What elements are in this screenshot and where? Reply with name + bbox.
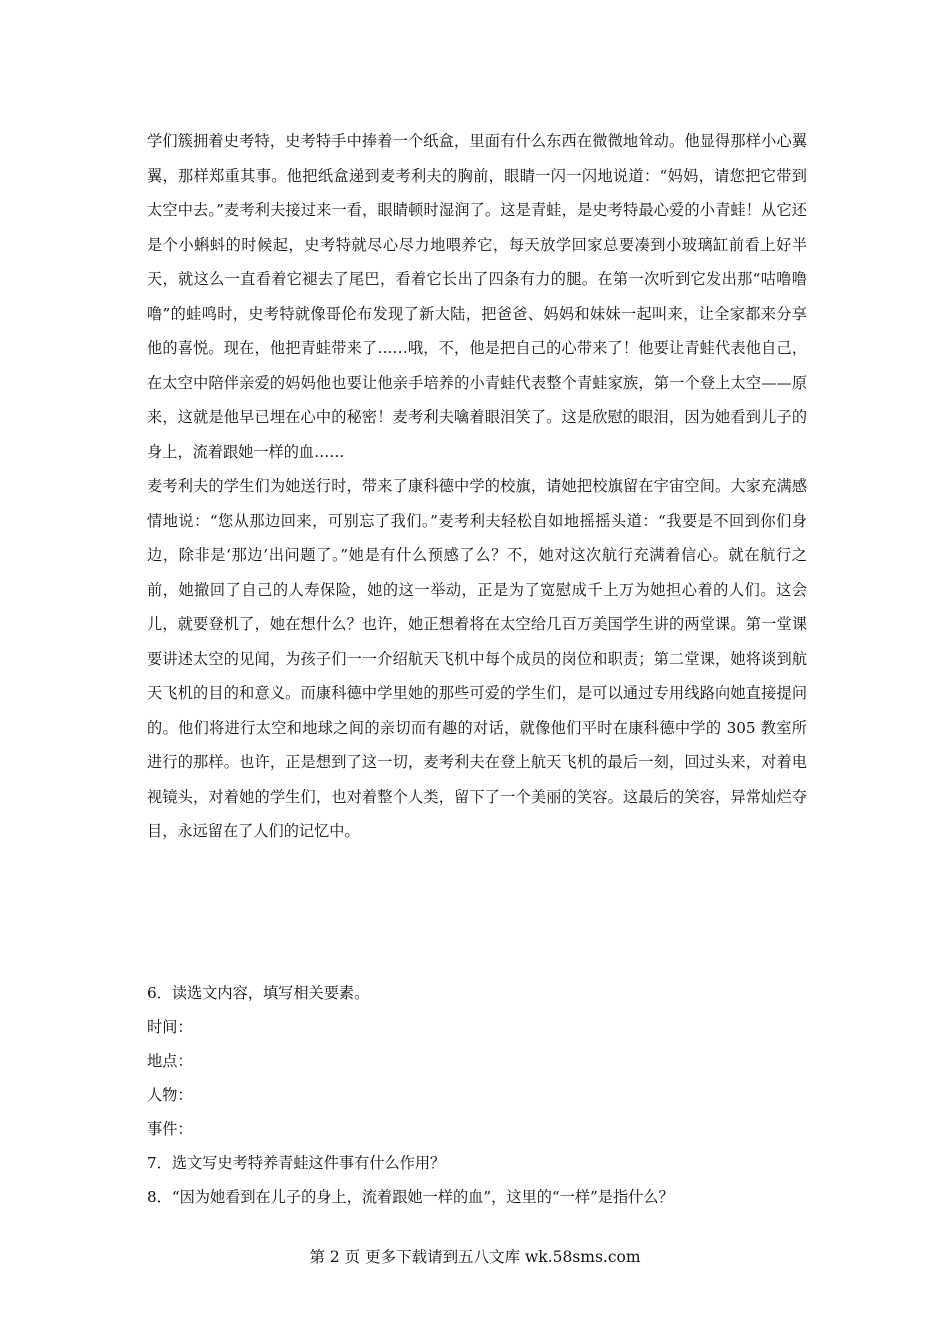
- field-time-label: 时间：: [147, 1018, 193, 1036]
- question-7: 7．选文写史考特养青蛙这件事有什么作用？: [147, 1154, 446, 1172]
- question-section: [147, 976, 807, 1214]
- field-event-label: 事件：: [147, 1120, 193, 1138]
- question-6: 6．读选文内容，填写相关要素。: [147, 984, 370, 1002]
- field-place-label: 地点：: [147, 1052, 193, 1070]
- passage-paragraph-1: 学们簇拥着史考特，史考特手中捧着一个纸盒，里面有什么东西在微微地耸动。他显得那样小心翼翼，那样郑重其事。他把纸盒递到麦考利夫的胸前，眼睛一闪一闪地说道：“妈妈，请您把它带到太空中去。”麦考利夫接过来一看，眼睛顿时湿润了。这是青蛙，是史考特最心爱的小青蛙！从它还是个小蝌蚪的时候起，史考特就尽心尽力地喂养它，每天放学回家总要凑到小玻璃缸前看上好半天，就这么一直看着它褪去了尾巴，看着它长出了四条有力的腿。在第一次听到它发出那“咕噜噜噜”的蛙鸣时，史考特就像哥伦布发现了新大陆，把爸爸、妈妈和妹妹一起叫来，让全家都来分享他的喜悦。现在，他把青蛙带来了……哦，不，他是把自己的心带来了！他要让青蛙代表他自己，在太空中陪伴亲爱的妈妈他也要让他亲手培养的小青蛙代表整个青蛙家族，第一个登上太空——原来，这就是他早已埋在心中的秘密！麦考利夫噙着眼泪笑了。这是欣慰的眼泪，因为她看到儿子的身上，流着跟她一样的血……: [147, 132, 807, 461]
- passage-body: [147, 124, 807, 849]
- page-footer: 第 2 页 更多下载请到五八文库 wk.58sms.com: [309, 1248, 641, 1266]
- field-people-label: 人物：: [147, 1086, 193, 1104]
- question-8: 8．“因为她看到在儿子的身上，流着跟她一样的血”，这里的“一样”是指什么？: [147, 1188, 674, 1206]
- passage-paragraph-2: 麦考利夫的学生们为她送行时，带来了康科德中学的校旗，请她把校旗留在宇宙空间。大家充满感情地说：“您从那边回来，可别忘了我们。”麦考利夫轻松自如地摇摇头道：“我要是不回到你们身边，除非是‘那边’出问题了。”她是有什么预感了么？不，她对这次航行充满着信心。就在航行之前，她撤回了自己的人寿保险，她的这一举动，正是为了宽慰成千上万为她担心着的人们。这会儿，就要登机了，她在想什么？也许，她正想着将在太空给几百万美国学生讲的两堂课。第一堂课要讲述太空的见闻，为孩子们一一介绍航天飞机中每个成员的岗位和职责；第二堂课，她将谈到航天飞机的目的和意义。而康科德中学里她的那些可爱的学生们，是可以通过专用线路向她直接提问的。他们将进行太空和地球之间的亲切而有趣的对话，就像他们平时在康科德中学的 305 教室所进行的那样。也许，正是想到了这一切，麦考利夫在登上航天飞机的最后一刻，回过头来，对着电视镜头，对着她的学生们，也对着整个人类，留下了一个美丽的笑容。这最后的笑容，异常灿烂夺目，永远留在了人们的记忆中。: [147, 477, 807, 840]
